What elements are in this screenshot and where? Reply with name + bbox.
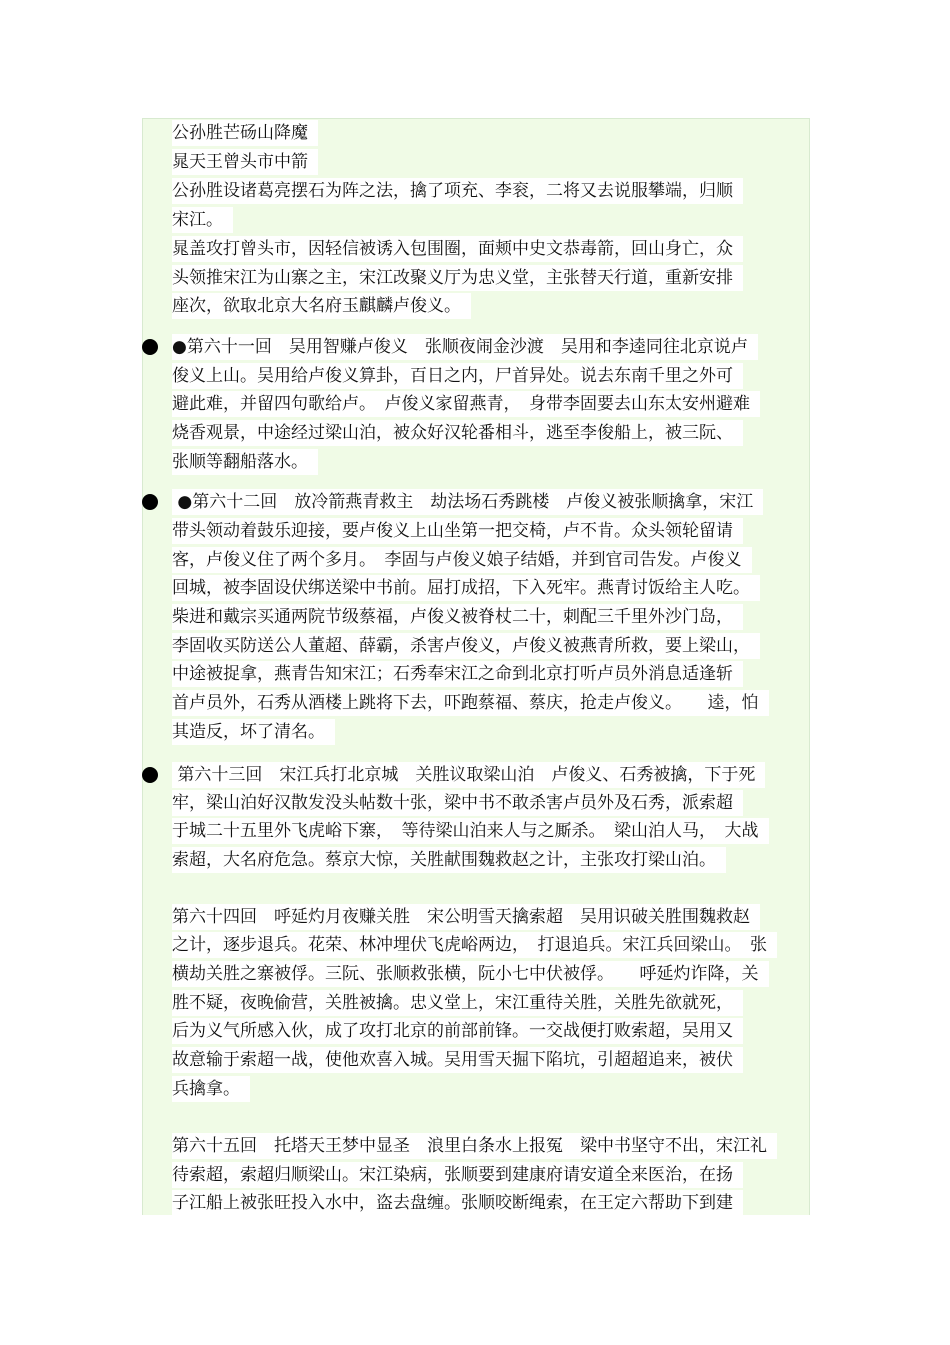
- text-line: 宋江。: [172, 207, 233, 233]
- text-line: ●第六十二回 放冷箭燕青救主 劫法场石秀跳楼 卢俊义被张顺擒拿，宋江: [172, 489, 763, 515]
- text-line: 兵擒拿。: [172, 1076, 250, 1102]
- text-line: 头领推宋江为山寨之主，宋江改聚义厅为忠义堂，主张替天行道，重新安排: [172, 265, 743, 291]
- text-line: 李固收买防送公人董超、薛霸，杀害卢俊义，卢俊义被燕青所救，要上梁山，: [172, 633, 760, 659]
- text-line: 于城二十五里外飞虎峪下寨， 等待梁山泊来人与之厮杀。 梁山泊人马， 大战: [172, 818, 769, 844]
- text-line: 中途被捉拿，燕青告知宋江；石秀奉宋江之命到北京打听卢员外消息适逢斩: [172, 661, 743, 687]
- text-line: 之计，逐步退兵。花荣、林冲埋伏飞虎峪两边， 打退追兵。宋江兵回梁山。 张: [172, 932, 777, 958]
- text-line: 座次，欲取北京大名府玉麒麟卢俊义。: [172, 293, 471, 319]
- text-line: 柴进和戴宗买通两院节级蔡福，卢俊义被脊杖二十，刺配三千里外沙门岛，: [172, 604, 743, 630]
- text-line: 俊义上山。吴用给卢俊义算卦，百日之内，尸首异处。说去东南千里之外可: [172, 363, 743, 389]
- text-line: 晁天王曾头市中箭: [172, 149, 318, 175]
- text-line: ●第六十一回 吴用智赚卢俊义 张顺夜闹金沙渡 吴用和李逵同往北京说卢: [172, 334, 758, 360]
- text-line: 后为义气所感入伙，成了攻打北京的前部前锋。一交战便打败索超，吴用又: [172, 1018, 743, 1044]
- bullet-dot: [142, 494, 158, 510]
- text-line: 公孙胜芒砀山降魔: [172, 120, 318, 146]
- text-line: 胜不疑，夜晚偷营，关胜被擒。忠义堂上，宋江重待关胜，关胜先欲就死，: [172, 990, 743, 1016]
- text-line: 张顺等翻船落水。: [172, 449, 318, 475]
- text-line: 客，卢俊义住了两个多月。 李固与卢俊义娘子结婚，并到官司告发。卢俊义: [172, 547, 752, 573]
- text-line: 其造反，坏了清名。: [172, 719, 335, 745]
- text-line: 索超，大名府危急。蔡京大惊，关胜献围魏救赵之计，主张攻打梁山泊。: [172, 847, 726, 873]
- bullet-dot: [142, 767, 158, 783]
- text-line: 待索超，索超归顺梁山。宋江染病，张顺要到建康府请安道全来医治，在扬: [172, 1162, 743, 1188]
- text-line: 横劫关胜之寨被俘。三阮、张顺救张横，阮小七中伏被俘。 呼延灼诈降，关: [172, 961, 769, 987]
- text-line: 牢，梁山泊好汉散发没头帖数十张，梁中书不敢杀害卢员外及石秀，派索超: [172, 790, 743, 816]
- text-line: 回城，被李固设伏绑送梁中书前。屈打成招，下入死牢。燕青讨饭给主人吃。: [172, 575, 760, 601]
- text-line: 带头领动着鼓乐迎接，要卢俊义上山坐第一把交椅，卢不肯。众头领轮留请: [172, 518, 743, 544]
- text-line: 子江船上被张旺投入水中，盗去盘缠。张顺咬断绳索，在王定六帮助下到建: [172, 1190, 743, 1216]
- text-line: 第六十四回 呼延灼月夜赚关胜 宋公明雪天擒索超 吴用识破关胜围魏救赵: [172, 904, 760, 930]
- text-line: 烧香观景，中途经过梁山泊，被众好汉轮番相斗，逃至李俊船上，被三阮、: [172, 420, 743, 446]
- text-line: 避此难，并留四句歌给卢。 卢俊义家留燕青， 身带李固要去山东太安州避难: [172, 391, 760, 417]
- text-line: 故意输于索超一战，使他欢喜入城。吴用雪天掘下陷坑，引超超追来，被伏: [172, 1047, 743, 1073]
- text-line: 第六十五回 托塔天王梦中显圣 浪里白条水上报冤 梁中书坚守不出，宋江礼: [172, 1133, 777, 1159]
- text-line: 晁盖攻打曾头市，因轻信被诱入包围圈，面颊中史文恭毒箭，回山身亡，众: [172, 236, 743, 262]
- text-line: 公孙胜设诸葛亮摆石为阵之法，擒了项充、李衮，二将又去说服攀端，归顺: [172, 178, 743, 204]
- text-line: 首卢员外，石秀从酒楼上跳将下去，吓跑蔡福、蔡庆，抢走卢俊义。 逵，怕: [172, 690, 769, 716]
- text-line: 第六十三回 宋江兵打北京城 关胜议取梁山泊 卢俊义、石秀被擒，下于死: [172, 762, 765, 788]
- bullet-dot: [142, 339, 158, 355]
